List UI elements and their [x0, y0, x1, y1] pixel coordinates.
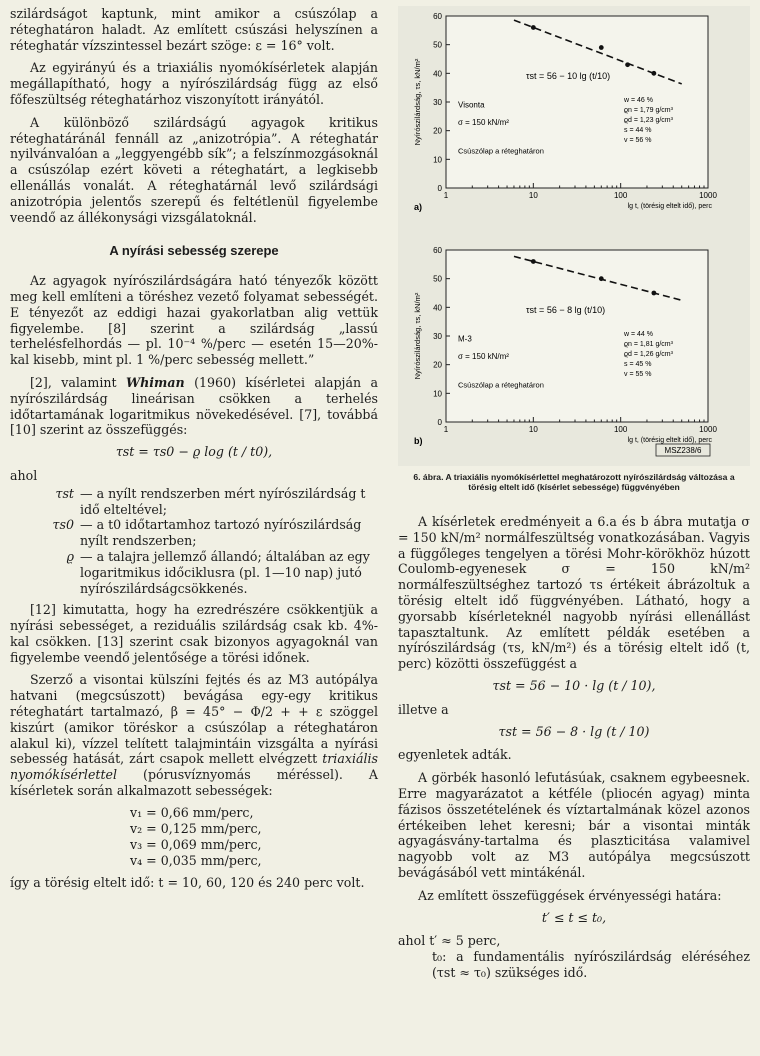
soil-property-label: v = 55 %: [624, 371, 652, 378]
paragraph: [10, 672, 378, 798]
speed-item: v₃ = 0,069 mm/perc,: [130, 836, 262, 852]
symbol: τst: [55, 485, 74, 501]
y-tick-label: 40: [433, 69, 442, 79]
panel-label: a): [414, 202, 423, 212]
paragraph: A különböző szilárdságú agyagok kritikus réteghatáránál fennáll az „anizotrópia”. A réteghatár nyilvánvalóan a „leggyengébb sík”; a felszínmozgásoknál a csúszólap ezért követi a réteghatárt, a legkisebb ellenállás vonalát. A réteghatárnál levő szilárdsági anizotrópia jelentős szerepű és feltétlenül figyelembe veendő az állékonysági vizsgálatoknál.: [10, 114, 378, 225]
text-run: (1960) kísérletei alapján a nyírószilárdság lineárisan csökken a terhelés időtartamának logaritmikus növekedésével. [7], továbbá [10] szerint az összefüggés:: [10, 374, 378, 438]
data-point: [599, 276, 604, 281]
panel-label: b): [414, 436, 423, 446]
definition-item: [10, 517, 378, 549]
stamp-label: MSZ238/6: [664, 446, 702, 455]
definition-item: [10, 549, 378, 596]
x-tick-label: 10: [528, 425, 538, 434]
definition-text: — a nyílt rendszerben mért nyírószilárdság t idő elteltével;: [80, 485, 366, 517]
data-point: [531, 259, 536, 264]
left-column: [10, 6, 378, 891]
x-tick-label: 100: [613, 425, 628, 434]
equation: τst = τs0 − ϱ log (t / t0),: [115, 444, 273, 460]
x-axis-label: lg t, (törésig eltelt idő), perc: [627, 203, 712, 210]
equation: τst = 56 − 8 · lg (t / 10): [498, 723, 650, 739]
x-axis-label: lg t, (törésig eltelt idő), perc: [627, 437, 712, 444]
text-line: illetve a: [398, 701, 449, 717]
paragraph: t₀: a fundamentális nyírószilárdság eléréséhez (τst ≈ τ₀) szükséges idő.: [432, 949, 750, 980]
speed-item: v₁ = 0,66 mm/perc,: [130, 804, 254, 820]
equation-label: τst = 56 − 8 lg (t/10): [526, 305, 606, 316]
speed-item: v₄ = 0,035 mm/perc,: [130, 852, 262, 868]
soil-property-label: ϱn = 1,81 g/cm³: [624, 341, 673, 348]
soil-property-label: ϱn = 1,79 g/cm³: [624, 107, 673, 114]
x-tick-label: 1000: [699, 425, 717, 434]
y-axis-label: Nyírószilárdság, τs, kN/m²: [413, 58, 422, 146]
data-point: [531, 25, 536, 30]
y-tick-label: 10: [433, 155, 442, 165]
figure-6: [398, 6, 750, 466]
text-run: Szerző a visontai külszíni fejtés és az M3 autópálya hatvani (megcsúszott) bevágása egy-egy kritikus réteghatárt tartalmazó, β = 45° − Φ/2 + + ε szöggel kiszúrt (amikor töréskor a csúszólap a réteghatáron alakul ki), vízzel telített talajmintáin vizsgálta a nyírási sebesség hatását, zárt csapok mellett elvégzett: [10, 672, 378, 767]
stress-label: σ = 150 kN/m²: [458, 117, 509, 127]
paragraph: [10, 375, 378, 438]
where-label: ahol: [10, 467, 38, 483]
x-tick-label: 1000: [699, 191, 717, 200]
paragraph: ahol t′ ≈ 5 perc,: [398, 933, 501, 949]
right-column: [398, 6, 750, 981]
data-point: [625, 62, 630, 67]
y-tick-label: 60: [433, 12, 442, 21]
equation-label: τst = 56 − 10 lg (t/10): [526, 71, 611, 82]
equation: t′ ≤ t ≤ t₀,: [541, 909, 607, 925]
soil-property-label: ϱd = 1,23 g/cm³: [624, 117, 673, 124]
y-tick-label: 30: [433, 332, 442, 341]
equation: τst = 56 − 10 · lg (t / 10),: [492, 677, 656, 693]
speed-item: v₂ = 0,125 mm/perc,: [130, 820, 262, 836]
x-tick-label: 100: [613, 191, 628, 200]
y-tick-label: 50: [433, 40, 442, 50]
x-tick-label: 10: [528, 191, 538, 200]
text-run: (pórusvíznyomás méréssel). A kísérletek során alkalmazott sebességek:: [10, 767, 378, 799]
soil-property-label: s = 44 %: [624, 127, 652, 134]
paragraph: [12] kimutatta, hogy ha ezredrészére csökkentjük a nyírási sebességet, a reziduális szilárdság csak kb. 4%-kal csökken. [13] szerint csak bizonyos agyagoknál van figyelembe veendő jelentősége a törési időnek.: [10, 602, 378, 665]
symbol: ϱ: [66, 548, 74, 564]
emphasis: triaxiális nyomókísérlettel: [10, 751, 378, 783]
x-tick-label: 1: [443, 191, 449, 200]
y-tick-label: 0: [437, 418, 442, 427]
paragraph: A görbék hasonló lefutásúak, csaknem egybeesnek. Erre magyarázatot a kétféle (pliocén agyag) minta fázisos összetételének és víztartalmának közel azonos értékeiben lehet keresni; bár a visontai minták agyagásvány-tartalma és plaszticitása valamivel nagyobb volt az M3 autópálya megcsúszott bevágásából vett mintákénál.: [398, 770, 750, 880]
slip-plane-label: Csúszólap a réteghatáron: [458, 146, 544, 156]
definition-text: — a talajra jellemző állandó; általában az egy logaritmikus időciklusra (pl. 1—10 nap) jutó nyírószilárdságcsökkenés.: [80, 548, 370, 596]
stress-label: σ = 150 kN/m²: [458, 351, 509, 361]
symbol: τs0: [52, 517, 74, 533]
y-tick-label: 20: [433, 360, 442, 370]
site-label: M-3: [458, 334, 472, 344]
paragraph: Az említett összefüggések érvényességi határa:: [418, 887, 722, 903]
x-tick-label: 1: [443, 425, 449, 434]
data-point: [599, 45, 604, 50]
speed-list: [130, 805, 378, 869]
y-tick-label: 10: [433, 389, 442, 399]
plot-frame: [446, 16, 708, 188]
definition-list: [10, 486, 378, 597]
plot-frame: [446, 250, 708, 422]
soil-property-label: v = 56 %: [624, 137, 652, 144]
definition-item: [10, 486, 378, 518]
y-tick-label: 30: [433, 98, 442, 107]
data-point: [651, 71, 656, 76]
paragraph: Az agyagok nyírószilárdságára ható tényezők között meg kell említeni a töréshez vezető folyamat sebességét. E tényezőt az eddigi hazai gyakorlatban alig vettük figyelembe. [8] szerint a szilárdság „lassú terhelésfelhordás — pl. 10⁻⁴ %/perc — esetén 15—20%-kal kisebb, mint pl. 1 %/perc sebesség mellett.”: [10, 273, 378, 368]
site-label: Visonta: [458, 100, 485, 110]
data-point: [651, 291, 656, 296]
paragraph: szilárdságot kaptunk, mint amikor a csúszólap a réteghatáron haladt. Az említett csúszási helyszínen a réteghatár vízszintessel bezárt szöge: ε = 16° volt.: [10, 6, 378, 53]
paragraph: A kísérletek eredményeit a 6.a és b ábra mutatja σ = 150 kN/m² normálfeszültség vonatkozásában. Vagyis a függőleges tengelyen a törési Mohr-körökhöz húzott Coulomb-egyenesek σ = 150 kN/m² normálfeszültséghez tartozó τs értékeit ábrázoltuk a törésig eltelt idő függvényében. Látható, hogy a gyorsabb kísérleteknél nagyobb nyírási ellenállást tapasztaltunk. Az említett példák esetében a nyírószilárdság (τs, kN/m²) és a törésig eltelt idő (t, perc) közötti összefüggést a: [398, 514, 750, 672]
figure-6-charts: [398, 6, 750, 466]
section-heading: A nyírási sebesség szerepe: [109, 243, 279, 259]
soil-property-label: s = 45 %: [624, 361, 652, 368]
slip-plane-label: Csúszólap a réteghatáron: [458, 380, 544, 390]
definition-text: — a t0 időtartamhoz tartozó nyírószilárdság nyílt rendszerben;: [80, 517, 362, 549]
paragraph: egyenletek adták.: [398, 747, 512, 763]
paragraph: Az egyirányú és a triaxiális nyomókísérletek alapján megállapítható, hogy a nyírószilárdság függ az első főfeszültség réteghatárhoz viszonyított irányától.: [10, 60, 378, 107]
text-run: [2], valamint: [30, 374, 126, 390]
y-tick-label: 40: [433, 303, 442, 313]
y-tick-label: 0: [437, 184, 442, 193]
soil-property-label: ϱd = 1,26 g/cm³: [624, 351, 673, 358]
figure-caption: 6. ábra. A triaxiális nyomókísérlettel meghatározott nyírószilárdság változása a törésig eltelt idő (kísérlet sebessége) függvényében: [413, 472, 735, 492]
y-axis-label: Nyírószilárdság, τs, kN/m²: [413, 292, 422, 380]
y-tick-label: 20: [433, 126, 442, 136]
author-name: Whiman: [125, 374, 185, 390]
soil-property-label: w = 46 %: [624, 97, 653, 104]
soil-property-label: w = 44 %: [624, 331, 653, 338]
paragraph: így a törésig eltelt idő: t = 10, 60, 120 és 240 perc volt.: [10, 874, 365, 890]
y-tick-label: 60: [433, 246, 442, 255]
y-tick-label: 50: [433, 274, 442, 284]
